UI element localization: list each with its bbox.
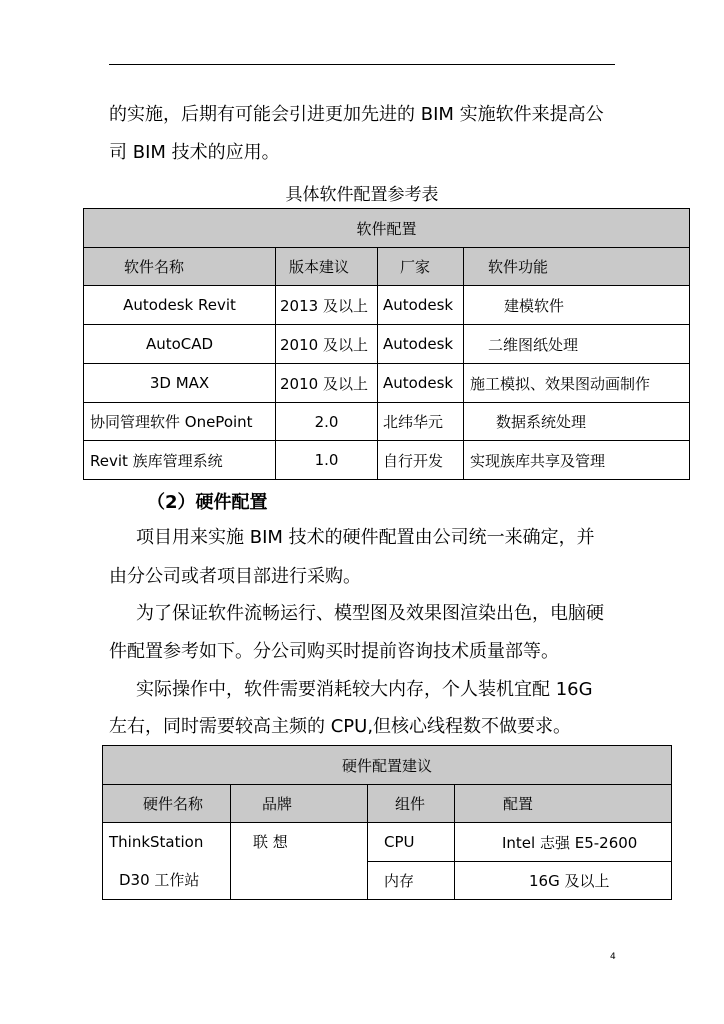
software-vendor: Autodesk [378,325,464,364]
software-version: 2.0 [276,403,378,441]
header-brand: 品牌 [231,785,368,823]
software-name: 3D MAX [84,364,276,403]
header-rule [109,64,615,65]
table-row [84,364,690,403]
header-hardware-name: 硬件名称 [103,785,231,823]
configuration: Intel 志强 E5-2600 [455,823,672,862]
software-name: 协同管理软件 OnePoint [84,403,276,441]
section-heading: （2）硬件配置 [147,492,268,513]
component: 内存 [368,862,455,900]
software-version: 2013 及以上 [276,286,378,325]
paragraph-2-line-2: 件配置参考如下。分公司购买时提前咨询技术质量部等。 [109,641,559,662]
paragraph-1-line-2: 由分公司或者项目部进行采购。 [109,566,361,587]
paragraph-3-line-1: 实际操作中，软件需要消耗较大内存，个人装机宜配 16G [136,679,593,700]
software-name: Revit 族库管理系统 [84,441,276,480]
component: CPU [368,823,455,862]
software-function: 实现族库共享及管理 [464,441,690,480]
software-version: 1.0 [276,441,378,480]
intro-line-2: 司 BIM 技术的应用。 [109,142,280,163]
intro-line-1: 的实施，后期有可能会引进更加先进的 BIM 实施软件来提高公 [109,104,604,125]
software-name: Autodesk Revit [84,286,276,325]
hardware-name-cell [103,823,231,900]
software-table-caption: 具体软件配置参考表 [285,185,439,205]
brand-name: 联 想 [253,833,288,851]
hardware-table-title: 硬件配置建议 [103,746,672,785]
hardware-name-line-2: D30 工作站 [119,871,200,889]
software-vendor: 北纬华元 [378,403,464,441]
header-component: 组件 [368,785,455,823]
table-row [84,325,690,364]
header-version: 版本建议 [276,248,378,286]
header-configuration: 配置 [455,785,672,823]
paragraph-3-line-2: 左右，同时需要较高主频的 CPU,但核心线程数不做要求。 [109,716,572,737]
software-function: 建模软件 [464,286,690,325]
hardware-table [102,745,672,900]
software-function: 施工模拟、效果图动画制作 [464,364,690,403]
software-function: 二维图纸处理 [464,325,690,364]
page-number: 4 [610,952,616,962]
paragraph-2-line-1: 为了保证软件流畅运行、模型图及效果图渲染出色，电脑硬 [136,603,604,624]
software-vendor: Autodesk [378,286,464,325]
table-row [84,441,690,480]
software-table-title: 软件配置 [84,209,690,248]
header-software-name: 软件名称 [84,248,276,286]
table-row [84,286,690,325]
software-vendor: Autodesk [378,364,464,403]
table-row [103,823,672,862]
software-vendor: 自行开发 [378,441,464,480]
configuration: 16G 及以上 [455,862,672,900]
software-table [83,208,690,480]
header-function: 软件功能 [464,248,690,286]
table-row [84,403,690,441]
header-vendor: 厂家 [378,248,464,286]
software-name: AutoCAD [84,325,276,364]
hardware-name-line-1: ThinkStation [109,833,204,851]
software-version: 2010 及以上 [276,325,378,364]
software-function: 数据系统处理 [464,403,690,441]
paragraph-1-line-1: 项目用来实施 BIM 技术的硬件配置由公司统一来确定，并 [136,527,595,548]
brand-cell [231,823,368,900]
software-version: 2010 及以上 [276,364,378,403]
